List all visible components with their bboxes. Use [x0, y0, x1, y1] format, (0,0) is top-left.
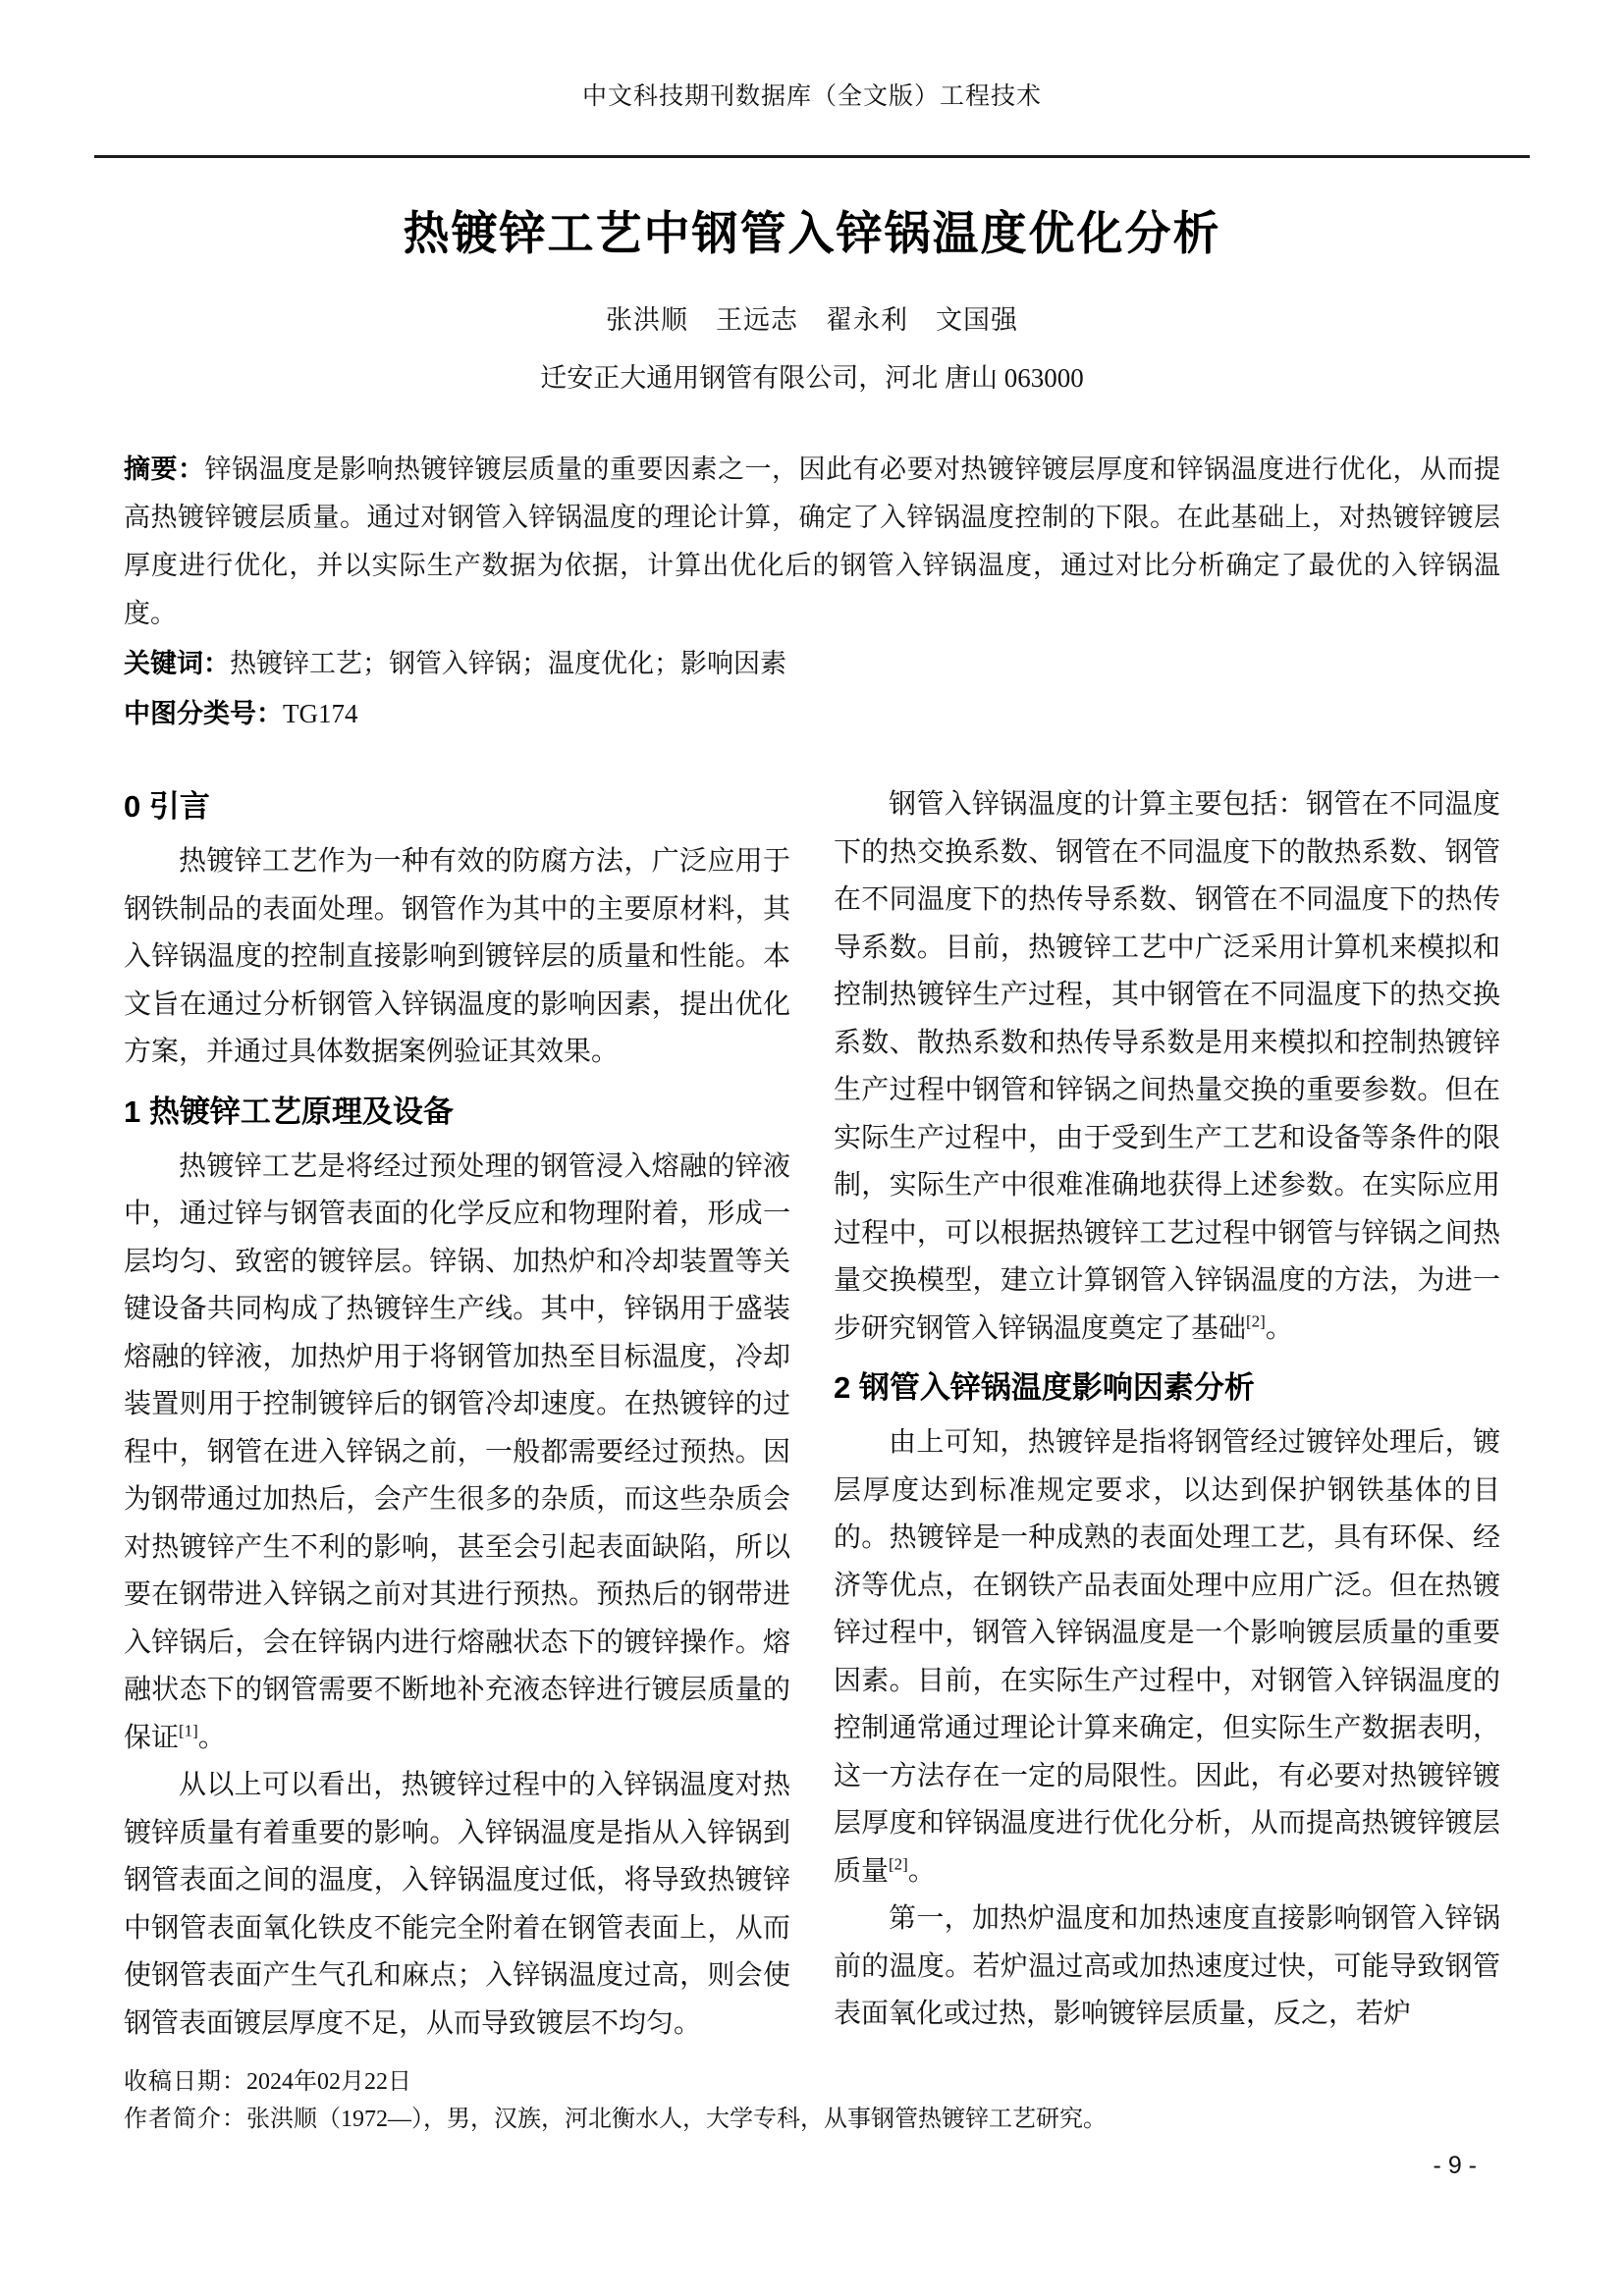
keywords-text: 热镀锌工艺；钢管入锌锅；温度优化；影响因素	[230, 649, 786, 678]
author-bio-value: 张洪顺（1972—），男，汉族，河北衡水人，大学专科，从事钢管热镀锌工艺研究。	[246, 2107, 1107, 2132]
section1-paragraph-1-text: 热镀锌工艺是将经过预处理的钢管浸入熔融的锌液中，通过锌与钢管表面的化学反应和物理附着，形成一层均匀、致密的镀锌层。锌锅、加热炉和冷却装置等关键设备共同构成了热镀锌生产线。其中，锌锅用于盛装熔融的锌液，加热炉用于将钢管加热至目标温度，冷却装置则用于控制镀锌后的钢管冷却速度。在热镀锌的过程中，钢管在进入锌锅之前，一般都需要经过预热。因为钢带通过加热后，会产生很多的杂质，而这些杂质会对热镀锌产生不利的影响，甚至会引起表面缺陷，所以要在钢带进入锌锅之前对其进行预热。预热后的钢带进入锌锅后，会在锌锅内进行熔融状态下的镀锌操作。熔融状态下的钢管需要不断地补充液态锌进行镀层质量的保证	[124, 1150, 790, 1753]
section-heading-2: 2 钢管入锌锅温度影响因素分析	[834, 1370, 1255, 1405]
keywords-label: 关键词：	[124, 649, 230, 678]
author-bio-label: 作者简介：	[124, 2107, 246, 2132]
keywords-line	[124, 640, 1500, 688]
paper-title: 热镀锌工艺中钢管入锌锅温度优化分析	[403, 207, 1221, 259]
clc-line	[124, 690, 1500, 738]
authors-line: 张洪顺 王远志 翟永利 文国强	[606, 305, 1018, 335]
received-date-line	[124, 2063, 1500, 2101]
two-column-body	[124, 781, 1500, 2048]
section2-paragraph-1-period: 。	[907, 1855, 936, 1887]
affiliation-line: 迁安正大通用钢管有限公司，河北 唐山 063000	[540, 363, 1084, 393]
section1-paragraph-2: 从以上可以看出，热镀锌过程中的入锌锅温度对热镀锌质量有着重要的影响。入锌锅温度是指从入锌锅到钢管表面之间的温度，入锌锅温度过低，将导致热镀锌中钢管表面氧化铁皮不能完全附着在钢管表面上，从而使钢管表面产生气孔和麻点；入锌锅温度过高，则会使钢管表面镀层厚度不足，从而导致镀层不均匀。	[124, 1770, 790, 2039]
section2-paragraph-2: 第一，加热炉温度和加热速度直接影响钢管入锌锅前的温度。若炉温过高或加热速度过快，可能导致钢管表面氧化或过热，影响镀锌层质量，反之，若炉	[834, 1903, 1500, 2029]
section2-paragraph-1	[834, 1419, 1500, 1896]
right-column	[834, 781, 1500, 2048]
author-bio-line	[124, 2101, 1500, 2138]
clc-label: 中图分类号：	[124, 699, 283, 728]
section-heading-intro: 0 引言	[124, 789, 210, 824]
reference-mark-3: [2]	[889, 1854, 908, 1874]
intro-paragraph: 热镀锌工艺作为一种有效的防腐方法，广泛应用于钢铁制品的表面处理。钢管作为其中的主要原材料，其入锌锅温度的控制直接影响到镀锌层的质量和性能。本文旨在通过分析钢管入锌锅温度的影响因素，提出优化方案，并通过具体数据案例验证其效果。	[124, 846, 790, 1067]
right-paragraph-1	[834, 781, 1500, 1353]
section2-paragraph-1-text: 由上可知，热镀锌是指将钢管经过镀锌处理后，镀层厚度达到标准规定要求，以达到保护钢铁基体的目的。热镀锌是一种成熟的表面处理工艺，具有环保、经济等优点，在钢铁产品表面处理中应用广泛。但在热镀锌过程中，钢管入锌锅温度是一个影响镀层质量的重要因素。目前，在实际生产过程中，对钢管入锌锅温度的控制通常通过理论计算来确定，但实际生产数据表明，这一方法存在一定的局限性。因此，有必要对热镀锌镀层厚度和锌锅温度进行优化分析，从而提高热镀锌镀层质量	[834, 1427, 1500, 1887]
abstract-label: 摘要：	[124, 454, 205, 484]
page-number: - 9 -	[1433, 2152, 1477, 2179]
right-paragraph-1-period: 。	[1265, 1312, 1293, 1344]
journal-header: 中文科技期刊数据库（全文版）工程技术	[581, 83, 1042, 110]
left-column	[124, 781, 790, 2048]
reference-mark-1: [1]	[179, 1721, 198, 1740]
reference-mark-2: [2]	[1246, 1311, 1266, 1331]
received-date-value: 2024年02月22日	[246, 2069, 411, 2095]
section1-paragraph-1-period: 。	[197, 1722, 226, 1753]
right-paragraph-1-text: 钢管入锌锅温度的计算主要包括：钢管在不同温度下的热交换系数、钢管在不同温度下的散热系数、钢管在不同温度下的热传导系数、钢管在不同温度下的热传导系数。目前，热镀锌工艺中广泛采用计算机来模拟和控制热镀锌生产过程，其中钢管在不同温度下的热交换系数、散热系数和热传导系数是用来模拟和控制热镀锌生产过程中钢管和锌锅之间热量交换的重要参数。但在实际生产过程中，由于受到生产工艺和设备等条件的限制，实际生产中很难准确地获得上述参数。在实际应用过程中，可以根据热镀锌工艺过程中钢管与锌锅之间热量交换模型，建立计算钢管入锌锅温度的方法，为进一步研究钢管入锌锅温度奠定了基础	[834, 789, 1500, 1344]
header-divider-line	[94, 155, 1530, 158]
footnote-block	[124, 2063, 1500, 2138]
received-date-label: 收稿日期：	[124, 2069, 246, 2095]
abstract-block	[124, 446, 1500, 638]
clc-value: TG174	[283, 699, 358, 728]
section1-paragraph-1	[124, 1144, 790, 1763]
section-heading-1: 1 热镀锌工艺原理及设备	[124, 1094, 454, 1129]
abstract-text: 锌锅温度是影响热镀锌镀层质量的重要因素之一，因此有必要对热镀锌镀层厚度和锌锅温度进行优化，从而提高热镀锌镀层质量。通过对钢管入锌锅温度的理论计算，确定了入锌锅温度控制的下限。在此基础上，对热镀锌镀层厚度进行优化，并以实际生产数据为依据，计算出优化后的钢管入锌锅温度，通过对比分析确定了最优的入锌锅温度。	[124, 454, 1500, 628]
